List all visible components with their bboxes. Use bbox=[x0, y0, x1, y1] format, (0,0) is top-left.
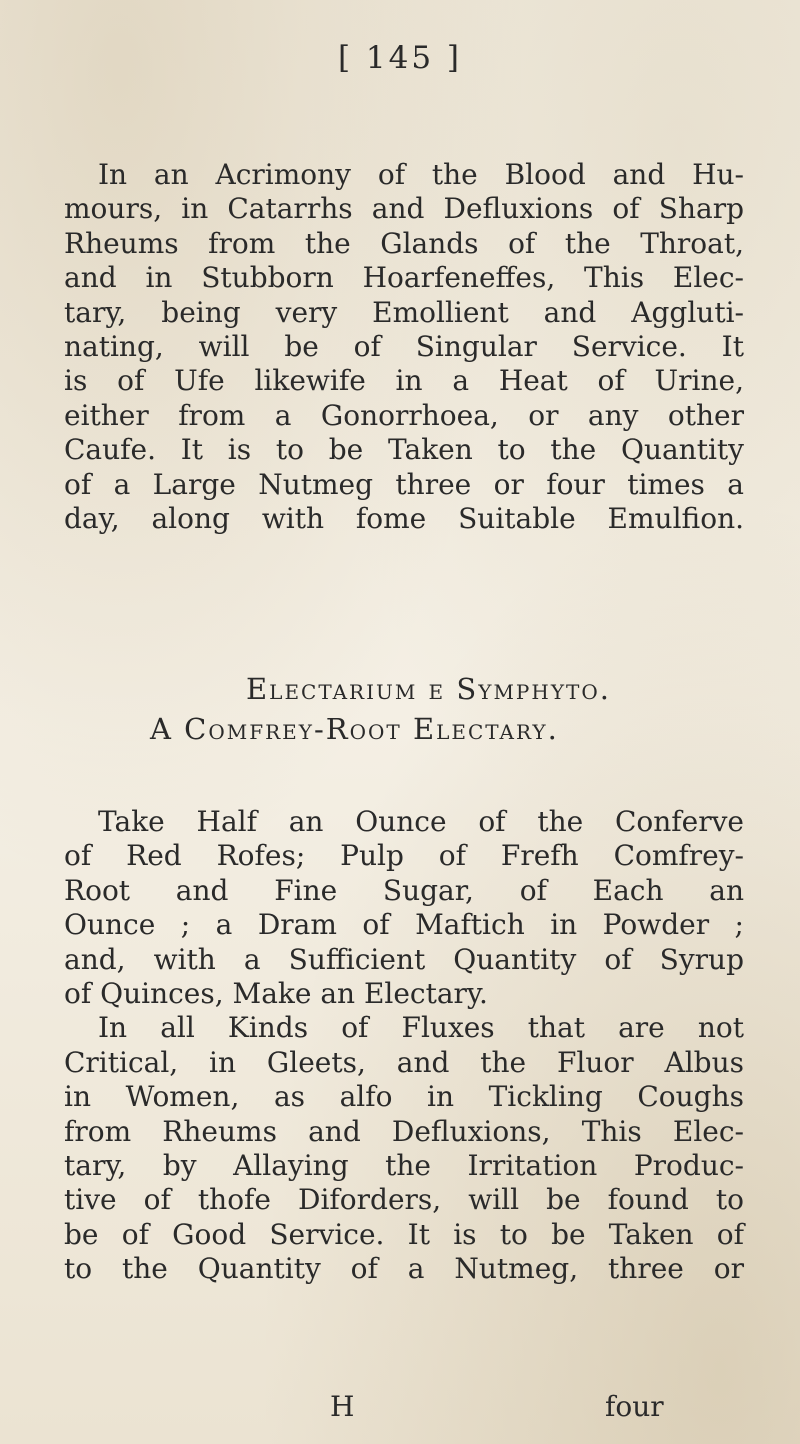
signature-mark: H bbox=[330, 1390, 355, 1423]
text-line: nating, will be of Singular Service. It bbox=[64, 330, 744, 364]
text-line: In an Acrimony of the Blood and Hu- bbox=[98, 158, 744, 191]
text-line: Caufe. It is to be Taken to the Quantity bbox=[64, 433, 744, 467]
text-line: tary, by Allaying the Irritation Produc- bbox=[64, 1149, 744, 1183]
text-line: mours, in Catarrhs and Defluxions of Sharp bbox=[64, 192, 744, 226]
section-heading-english: A Comfrey-Root Electary. bbox=[150, 712, 559, 746]
text-line: in Women, as alfo in Tickling Coughs bbox=[64, 1080, 744, 1114]
text-line: day, along with fome Suitable Emulfion. bbox=[64, 502, 744, 536]
text-line: of a Large Nutmeg three or four times a bbox=[64, 467, 744, 501]
text-line: either from a Gonorrhoea, or any other bbox=[64, 398, 744, 432]
text-line: and in Stubborn Hoarfeneffes, This Elec- bbox=[64, 261, 744, 295]
catchword: four bbox=[605, 1390, 664, 1423]
text-line: In all Kinds of Fluxes that are not bbox=[98, 1011, 744, 1045]
text-line: be of Good Service. It is to be Taken of bbox=[64, 1217, 744, 1251]
text-line: Rheums from the Glands of the Throat, bbox=[64, 226, 744, 260]
text-line: Critical, in Gleets, and the Fluor Albus bbox=[64, 1045, 744, 1079]
text-line: tary, being very Emollient and Aggluti- bbox=[64, 295, 744, 329]
text-line: of Quinces, Make an Electary. bbox=[64, 977, 488, 1011]
text-line: tive of thofe Diforders, will be found to bbox=[64, 1183, 744, 1217]
recipe-text bbox=[64, 805, 744, 1287]
section-heading-latin: Electarium e Symphyto. bbox=[246, 672, 611, 706]
text-line: from Rheums and Defluxions, This Elec- bbox=[64, 1114, 744, 1148]
page-number: [ 145 ] bbox=[337, 40, 463, 76]
text-line: is of Ufe likewife in a Heat of Urine, bbox=[64, 364, 744, 398]
text-line: of Red Rofes; Pulp of Frefh Comfrey- bbox=[64, 839, 744, 873]
page-footer bbox=[0, 1390, 800, 1430]
text-line: to the Quantity of a Nutmeg, three or bbox=[64, 1252, 744, 1286]
text-line: Ounce ; a Dram of Maftich in Powder ; bbox=[64, 908, 744, 942]
text-line: Take Half an Ounce of the Conferve bbox=[98, 805, 744, 838]
text-line: Root and Fine Sugar, of Each an bbox=[64, 873, 744, 907]
text-line: and, with a Sufficient Quantity of Syrup bbox=[64, 942, 744, 976]
paragraph-acrimony bbox=[64, 158, 744, 536]
